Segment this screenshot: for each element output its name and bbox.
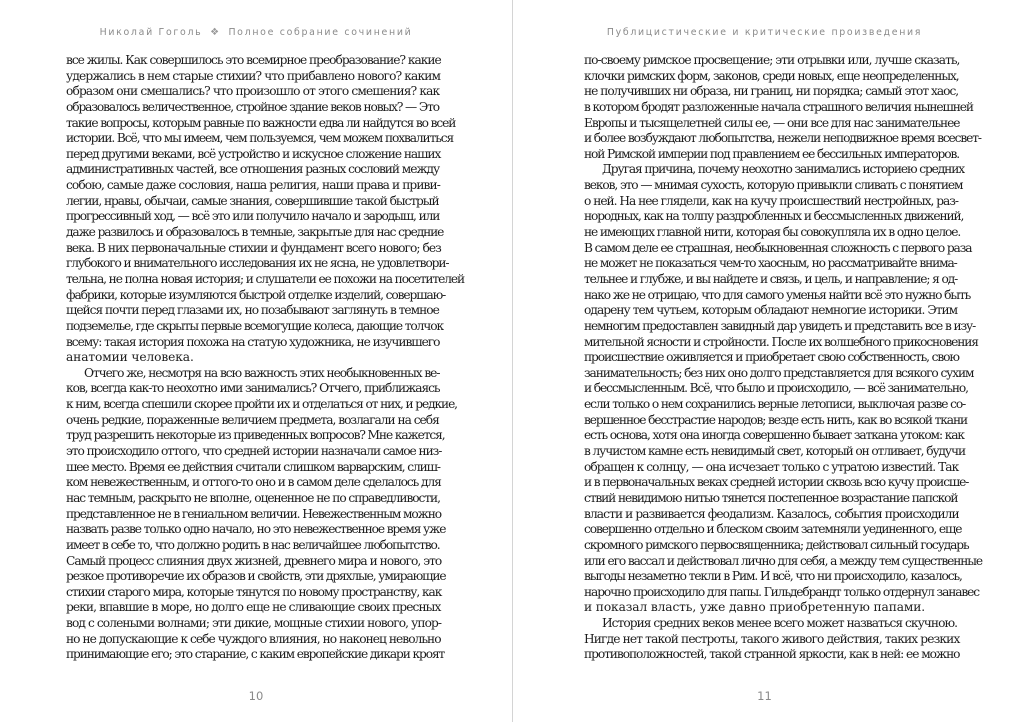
text-line: века. В них первоначальные стихии и фундамент всего нового; без [66,240,441,255]
text-line: такие вопросы, которым равные по важности едва ли найдутся во всей [66,115,456,130]
text-line: вершенное бесстрастие народов; везде есть нить, как во всякой ткани [584,412,968,427]
text-line: фабрики, которые изумляются быстрой отделке изделий, совершаю- [66,287,446,302]
text-line: Нигде нет такой пестроты, такого живого действия, таких резких [584,631,960,646]
text-line: и показал власть, уже давно приобретенную папами. [584,600,926,615]
text-line: к ним, всегда спешили скорее пройти их и отделаться от них, и редкие, [66,397,457,412]
text-line: очень редкие, пораженные величием предмета, возлагали на себя [66,412,439,427]
text-line: прогрессивный ход, — всё это или получило начало и зародыш, или [66,209,440,224]
text-line: ной Римской империи под правлением ее бессильных императоров. [584,146,959,161]
text-line: обращен к солнцу, — она исчезает только с утратою известий. Так [584,459,959,474]
text-line: Другая причина, почему неохотно занимались историею средних [602,162,964,177]
text-line: одарену тем чутьем, которым обладают немногие историки. Этим [584,303,958,318]
text-line: Самый процесс слияния двух жизней, древнего мира и нового, это [66,553,442,568]
text-line: о ней. На нее глядели, как на кучу происшествий нестройных, раз- [584,193,959,208]
text-line: труд разрешить некоторые из приведенных вопросов? Мне кажется, [66,428,445,443]
text-line: нако же не отрицаю, что для самого уменья найти всё это нужно быть [584,287,971,302]
text-line: имеет в себе то, что должно родить в нас величайшее любопытство. [66,537,440,552]
text-line: удержались в нем старые стихии? что прибавлено нового? каким [66,68,441,83]
text-line: но не допускающие к себе чуждого влияния, но наконец невольно [66,631,441,646]
text-line: перед другими веками, всё устройство и искусное сложение наших [66,146,441,161]
text-line: клочки римских форм, законов, среди новых, еще неопределенных, [584,68,959,83]
text-line: все жилы. Как совершилось это всемирное преобразование? какие [66,53,441,67]
text-line: История средних веков менее всего может назваться скучною. [602,616,958,631]
text-line: мительной ясности и стройности. После их волшебного прикосновения [584,334,978,349]
text-line: в лучистом камне есть невидимый свет, который он отливает, будучи [584,444,965,459]
text-line: реки, впавшие в море, но долго еще не сливающие своих пресных [66,600,441,615]
text-line: шее место. Время ее действия считали слишком варварским, слиш- [66,459,440,474]
text-line: ком невежественным, и оттого-то оно и в самом деле сделалось для [66,475,441,490]
text-line: скромного римского первосвященника; действовал сильный государь [584,537,969,552]
text-line: стихии старого мира, которые тянутся по новому пространству, как [66,584,442,599]
text-line: и бессмысленным. Всё, что было и происходило, — всё занимательно, [584,381,968,396]
text-line: ствий невидимою нитью тянется постепенное возрастание папской [584,490,958,505]
text-line: В самом деле ее страшная, необыкновенная сложность с первого раза [584,240,972,255]
text-line: анатомии человека. [66,350,194,365]
text-line: всему: такая история похожа на статую художника, не изучившего [66,334,440,349]
text-line: и более возбуждают любопытства, нежели неподвижное время всесвет- [584,131,981,146]
header-book-title: Полное собрание сочинений [228,27,413,38]
left-running-head [0,27,512,38]
text-line: образом они смешались? что произошло от этого смешения? как [66,84,440,99]
text-line: занимательность; без них оно долго представляется для всякого сухим [584,365,974,380]
text-line: власти и развивается феодализм. Казалось, события происходили [584,506,959,521]
text-line: Европы и тысящелетней силы ее, — они все для нас занимательнее [584,115,960,130]
text-line: даже развилось и образовалось в темные, закрытые для нас средние [66,225,444,240]
text-line: глубокого и внимательного исследования их не ясна, не удовлетвори- [66,256,449,271]
text-line: это происходило оттого, что средней истории назначали самое низ- [66,444,442,459]
text-line: противоположностей, такой странной яркости, как в ней: ее можно [584,647,960,662]
left-body-text [66,53,464,663]
text-line: нас темным, раскрыто не вполне, оцененное не по справедливости, [66,490,440,505]
text-line: нородных, как на толпу раздробленных и бессмысленных движений, [584,209,964,224]
text-line: административных частей, все отношения разных сословий между [66,162,440,177]
text-line: легии, нравы, обычаи, самые знания, совершившие такой быстрый [66,193,439,208]
text-line: совершенно отдельно и блеском своим затемняли уединенного, еще [584,522,962,537]
left-page-number: 10 [248,689,264,703]
text-line: тельнее и глубже, и вы найдете и связь, и цель, и направление; я од- [584,271,958,286]
text-line: принимающие его; это старание, с каким европейские дикари кроят [66,647,445,662]
text-line: тельна, не полна новая история; и слушатели ее похожи на посетителей [66,271,464,286]
text-line: немногим предоставлен завидный дар увидеть и представить все в изу- [584,318,976,333]
text-line: нарочно происходило для папы. Гильдебрандт только отдернул занавес [584,584,980,599]
text-line: по-своему римское просвещение; эти отрывки или, лучше сказать, [584,53,960,67]
text-line: и в первоначальных веках средней истории сквозь всю кучу происше- [584,475,969,490]
text-line: не имеющих главной нити, которая бы совокупляла их в одно целое. [584,225,961,240]
text-line: назвать разве только одно начало, но это невежественное время уже [66,522,446,537]
text-line: выгоды незаметно текли в Рим. И всё, что ни происходило, казалось, [584,569,962,584]
text-line: щейся почти перед глазами их, но позабывают заглянуть в темное [66,303,439,318]
text-line: вод с солеными волнами; эти дикие, мощные стихии нового, упор- [66,616,442,631]
text-line: собою, самые даже сословия, наша религия, наши права и приви- [66,178,440,193]
text-line: Отчего же, несмотря на всю важность этих необыкновенных ве- [84,365,440,380]
text-line: образовалось величественное, стройное здание веков новых? — Это [66,99,440,114]
text-line: если только о нем сохранились верные летописи, выключая разве со- [584,397,966,412]
text-line: резкое противоречие их образов и свойств, эти дряхлые, умирающие [66,569,446,584]
text-line: происшествие оживляется и приобретает свою собственность, свою [584,350,959,365]
ornament-icon: ❖ [210,27,221,38]
right-body-text [584,53,983,663]
right-running-head: Публицистические и критические произведения [606,27,923,38]
right-page-number: 11 [757,689,772,703]
text-line: веков, это — мнимая сухость, которую привыкли сливать с понятием [584,178,963,193]
text-line: подземелье, где скрыты первые всемогущие колеса, дающие толчок [66,318,443,333]
text-line: в котором бродят разложенные начала страшного величия нынешней [584,99,973,114]
text-line: не получивших ни образа, ни границ, ни порядка; самый этот хаос, [584,84,959,99]
text-line: не может не показаться чем-то хаосным, но рассматривайте внима- [584,256,957,271]
text-line: есть основа, хотя она иногда совершенно бывает заткана утоком: как [584,428,964,443]
header-author: Николай Гоголь [99,27,203,38]
text-line: истории. Всё, что мы имеем, чем пользуемся, чем можем похвалиться [66,131,454,146]
right-page [513,0,1016,722]
text-line: или его вассал и действовал лично для себя, а между тем существенные [584,553,983,568]
text-line: представленное не в гениальном величии. Невежественным можно [66,506,441,521]
text-line: ков, всегда как-то неохотно ими занимались? Отчего, приближаясь [66,381,440,396]
